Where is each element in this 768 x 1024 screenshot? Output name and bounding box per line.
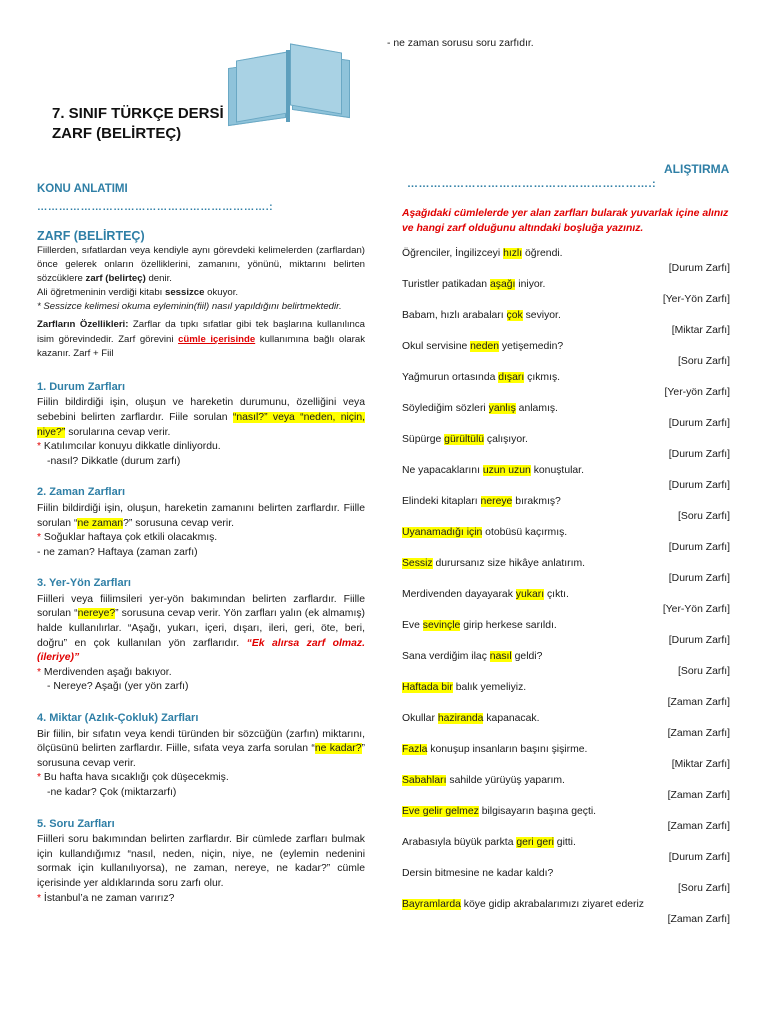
properties-paragraph: Zarfların Özellikleri: Zarflar da tıpkı sıfatlar gibi tek başlarına kullanılınca isim görevindedir. Zarf görevini cümle içerisinde kullanımına bağlı olarak kazanır. Zarf + Fiil (37, 318, 365, 360)
answer-type: [Zaman Zarfı] (667, 728, 730, 739)
exercise-sentence: Okullar haziranda kapanacak. (402, 713, 540, 724)
exercise-sentence: Süpürge gürültülü çalışıyor. (402, 434, 528, 445)
exercise-item (402, 279, 730, 310)
exercise-sentence: Turistler patikadan aşağı iniyor. (402, 279, 546, 290)
section-2-answer: - ne zaman? Haftaya (zaman zarfı) (37, 546, 198, 558)
answer-type: [Durum Zarfı] (668, 635, 730, 646)
highlighted-adverb: geri geri (516, 837, 554, 848)
answer-type: [Durum Zarfı] (668, 480, 730, 491)
exercise-item (402, 868, 730, 899)
answer-type: [Durum Zarfı] (668, 449, 730, 460)
exercise-item (402, 434, 730, 465)
exercise-sentence: Bayramlarda köye gidip akrabalarımızı ziyaret ederiz (402, 899, 644, 910)
exercise-item (402, 775, 730, 806)
zarf-title: ZARF (BELİRTEÇ) (37, 229, 145, 244)
exercise-sentence: Babam, hızlı arabaları çok seviyor. (402, 310, 561, 321)
exercise-item (402, 589, 730, 620)
exercise-instruction: Aşağıdaki cümlelerde yer alan zarfları bularak yuvarlak içine alınız ve hangi zarf olduğunu altındaki boşluğa yazınız. (402, 208, 729, 234)
exercise-item (402, 465, 730, 496)
highlighted-adverb: yukarı (515, 589, 545, 600)
answer-type: [Soru Zarfı] (678, 666, 730, 677)
section-3-body: Fiilleri veya fiilimsileri yer-yön bakımından belirten zarflardır. Fiille sorulan “nereye?” sorusuna cevap verir. Yön zarfları yalın (ek almamış) halde kullanılırlar. “Aşağı, yukarı, içeri, dışarı, ileri, geri, öte, beri, doğru” en çok kullanılan yön zarflarıdır. “Ek alırsa zarf olmaz.(ileriye)” (37, 593, 365, 664)
exercise-sentence: Sessiz durursanız size hikâye anlatırım. (402, 558, 586, 569)
exercise-sentence: Eve gelir gelmez bilgisayarın başına geçti. (402, 806, 597, 817)
answer-type: [Soru Zarfı] (678, 883, 730, 894)
highlighted-adverb: nereye (480, 496, 513, 507)
exercise-sentence: Okul servisine neden yetişemedin? (402, 341, 564, 352)
exercise-sentence: Sabahları sahilde yürüyüş yaparım. (402, 775, 565, 786)
answer-type: [Zaman Zarfı] (667, 821, 730, 832)
exercise-item (402, 558, 730, 589)
exercise-heading: ALIŞTIRMA (664, 162, 730, 176)
section-4-answer: -ne kadar? Çok (miktarzarfı) (47, 787, 177, 798)
highlighted-adverb: Bayramlarda (402, 899, 461, 910)
exercise-sentence: Merdivenden dayayarak yukarı çıktı. (402, 589, 569, 600)
highlighted-adverb: gürültülü (444, 434, 485, 445)
highlighted-adverb: Sessiz (402, 558, 433, 569)
highlighted-adverb: neden (470, 341, 500, 352)
section-3-title: 3. Yer-Yön Zarfları (37, 577, 131, 590)
answer-type: [Durum Zarfı] (668, 852, 730, 863)
answer-type: [Zaman Zarfı] (667, 790, 730, 801)
book-logo-icon (222, 46, 354, 128)
exercise-sentence: Sana verdiğim ilaç nasıl geldi? (402, 651, 543, 662)
answer-type: [Yer-yön Zarfı] (664, 387, 730, 398)
section-2-title: 2. Zaman Zarfları (37, 486, 126, 499)
section-1-answer: -nasıl? Dikkatle (durum zarfı) (47, 455, 181, 467)
highlighted-adverb: aşağı (489, 279, 516, 290)
exercise-item (402, 248, 730, 279)
highlighted-adverb: Sabahları (402, 775, 447, 786)
exercise-item (402, 527, 730, 558)
exercise-item (402, 713, 730, 744)
exercise-sentence: Uyanamadığı için otobüsü kaçırmış. (402, 527, 568, 538)
page-title (52, 104, 224, 144)
exercise-sentence: Eve sevinçle girip herkese sarıldı. (402, 620, 557, 631)
intro-note: * Sessizce kelimesi okuma eyleminin(fiil) nasıl yapıldığını belirtmektedir. (37, 301, 342, 313)
answer-type: [Durum Zarfı] (668, 418, 730, 429)
exercise-sentence: Fazla konuşup insanların başını şişirme. (402, 744, 588, 755)
section-2-body: Fiilin bildirdiği işin, oluşun, hareketin zamanını belirten zarflardır. Fiille sorulan “ne zaman?” sorusuna cevap verir. (37, 502, 365, 529)
section-1-title: 1. Durum Zarfları (37, 380, 126, 393)
highlighted-adverb: dışarı (498, 372, 525, 383)
exercise-item (402, 651, 730, 682)
section-4-body: Bir fiilin, bir sıfatın veya kendi türünden bir sözcüğün (zarfın) miktarını, ölçüsünü belirten zarflardır. Fiille, sıfata veya zarfa sorulan “ne kadar?” sorusuna cevap verir. (37, 728, 366, 769)
intro-example: Ali öğretmeninin verdiği kitabı sessizce okuyor. (37, 286, 239, 298)
highlighted-adverb: nasıl (489, 651, 512, 662)
answer-type: [Miktar Zarfı] (671, 759, 730, 770)
highlighted-adverb: yanlış (488, 403, 516, 414)
answer-type: [Soru Zarfı] (678, 511, 730, 522)
exercise-sentence: Haftada bir balık yemeliyiz. (402, 682, 527, 693)
title-line-2: ZARF (BELİRTEÇ) (52, 125, 182, 142)
highlighted-adverb: hızlı (503, 248, 523, 259)
konu-dots: ……………………………………………………….: (37, 201, 274, 213)
highlighted-adverb: haziranda (437, 713, 484, 724)
exercise-item (402, 837, 730, 868)
exercise-item (402, 496, 730, 527)
exercise-sentence: Dersin bitmesine ne kadar kaldı? (402, 868, 554, 879)
highlighted-adverb: çok (506, 310, 523, 321)
highlighted-adverb: sevinçle (422, 620, 461, 631)
highlighted-adverb: Eve gelir gelmez (402, 806, 479, 817)
section-2-example: * Soğuklar haftaya çok etkili olacakmış. (37, 532, 218, 544)
section-5-body: Fiilleri soru bakımından belirten zarflardır. Bir cümlede zarfları bulmak için kullandığımız “nasıl, neden, niçin, niye, ne (eylemin nedenini sormak için kullanılıyorsa), ne zaman, nereye, ne kadar?” cümle içerisinde yer aldıklarında soru zarfı olur. (37, 834, 365, 889)
exercise-sentence: Yağmurun ortasında dışarı çıkmış. (402, 372, 561, 383)
answer-type: [Durum Zarfı] (668, 542, 730, 553)
answer-type: [Zaman Zarfı] (667, 914, 730, 925)
intro-paragraph: Fiillerden, sıfatlardan veya kendiyle aynı görevdeki kelimelerden (zarflardan) önce gelerek onların özelliklerini, zamanını, yönünü, miktarını belirten sözcüklere zarf (belirteç) denir. (37, 244, 365, 284)
highlighted-adverb: uzun uzun (482, 465, 531, 476)
answer-type: [Zaman Zarfı] (667, 697, 730, 708)
exercise-item (402, 899, 730, 930)
exercise-item (402, 341, 730, 372)
exercise-sentence: Söylediğim sözleri yanlış anlamış. (402, 403, 558, 414)
section-3-example: * Merdivenden aşağı bakıyor. (37, 666, 172, 678)
section-4-example: * Bu hafta hava sıcaklığı çok düşecekmiş. (37, 772, 229, 784)
exercise-item (402, 403, 730, 434)
exercise-list (402, 248, 730, 930)
highlighted-adverb: Fazla (402, 744, 428, 755)
section-3-answer: - Nereye? Aşağı (yer yön zarfı) (47, 681, 189, 693)
answer-type: [Miktar Zarfı] (671, 325, 730, 336)
exercise-sentence: Elindeki kitapları nereye bırakmış? (402, 496, 561, 507)
lesson-column (37, 182, 365, 906)
answer-type: [Durum Zarfı] (668, 263, 730, 274)
exercise-item (402, 620, 730, 651)
title-line-1: 7. SINIF TÜRKÇE DERSİ (52, 105, 224, 122)
exercise-dots: ……………………………………………………….: (407, 178, 657, 190)
section-4-title: 4. Miktar (Azlık-Çokluk) Zarfları (37, 712, 199, 725)
exercise-sentence: Arabasıyla büyük parkta geri geri gitti. (402, 837, 576, 848)
section-5-example: * İstanbul’a ne zaman varırız? (37, 892, 175, 904)
exercise-sentence: Öğrenciler, İngilizceyi hızlı öğrendi. (402, 248, 563, 259)
section-1-body: Fiilin bildirdiği işin, oluşun ve hareketin durumunu, özelliğini veya sebebini belirten zarflardır. Fiile sorulan “nasıl?” veya “neden, niçin, niye?” sorularına cevap verir. (37, 397, 365, 438)
section-1-example: * Katılımcılar konuyu dikkatle dinliyordu. (37, 441, 221, 453)
answer-type: [Yer-Yön Zarfı] (662, 294, 730, 305)
header-note: - ne zaman sorusu soru zarfıdır. (387, 38, 534, 49)
exercise-item (402, 806, 730, 837)
answer-type: [Yer-Yön Zarfı] (662, 604, 730, 615)
konu-heading: KONU ANLATIMI (37, 183, 128, 195)
highlighted-adverb: Haftada bir (402, 682, 453, 693)
exercise-item (402, 372, 730, 403)
answer-type: [Durum Zarfı] (668, 573, 730, 584)
exercise-sentence: Ne yapacaklarını uzun uzun konuştular. (402, 465, 584, 476)
section-5-title: 5. Soru Zarfları (37, 817, 115, 830)
exercise-item (402, 682, 730, 713)
answer-type: [Soru Zarfı] (678, 356, 730, 367)
highlighted-adverb: Uyanamadığı için (402, 527, 483, 538)
exercise-item (402, 744, 730, 775)
exercise-item (402, 310, 730, 341)
